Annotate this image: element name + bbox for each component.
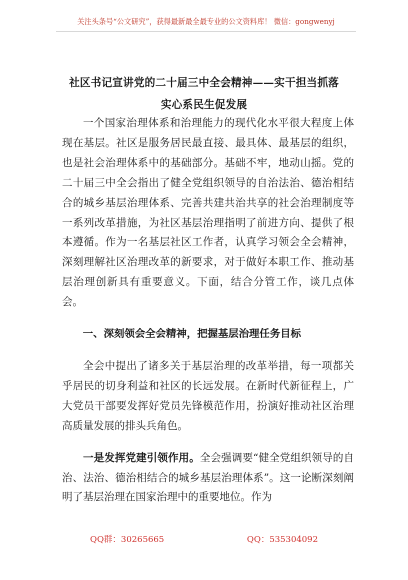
section-heading-1: 一、深刻领会全会精神，把握基层治理任务目标 [82,328,301,341]
document-title [40,72,368,116]
paragraph-point-1 [62,449,354,509]
footer-contact [90,534,318,546]
header-banner [56,16,356,32]
footer-qq-group: QQ群：30265665 [90,535,165,545]
paragraph-section-1: 全会中提出了诸多关于基层治理的改革举措，每一项都关乎居民的切身利益和社区的长远发展。在新时代新征程上，广大党员干部要发挥好党员先锋模范作用，扮演好推动社区治理高质量发展的排头兵角色。 [62,359,354,432]
point-1-lead: 一是发挥党建引领作用。 [83,451,200,464]
document-body [62,114,354,508]
point-1-text: 全会强调要“健全党组织领导的自治、法治、德治相结合的城乡基层治理体系”。这一论断深刻阐明了基层治理在国家治理中的重要地位。作为 [62,451,354,504]
footer-qq: QQ：535304092 [246,535,318,545]
title-line-2: 实心系民生促发展 [160,99,248,111]
paragraph-intro: 一个国家治理体系和治理能力的现代化水平很大程度上体现在基层。社区是服务居民最直接、最具体、最基层的组织，也是社会治理体系中的基础部分。基础不牢，地动山摇。党的二十届三中全会指出了健全党组织领导的自治法治、德治相结合的城乡基层治理体系、完善共建共治共享的社会治理制度等一系列改革措施，为社区基层治理指明了前进方向、提供了根本遵循。作为一名基层社区工作者，认真学习领会全会精神，深刻理解社区治理改革的新要求，对于做好本职工作、推动基层治理创新具有重要意义。下面，结合分管工作，谈几点体会。 [62,117,354,309]
title-line-1: 社区书记宣讲党的二十届三中全会精神——实干担当抓落 [69,77,339,89]
banner-text: 关注头条号“公文研究”，获得最新最全最专业的公文资料库！ 微信：gongwenyj [77,17,335,26]
